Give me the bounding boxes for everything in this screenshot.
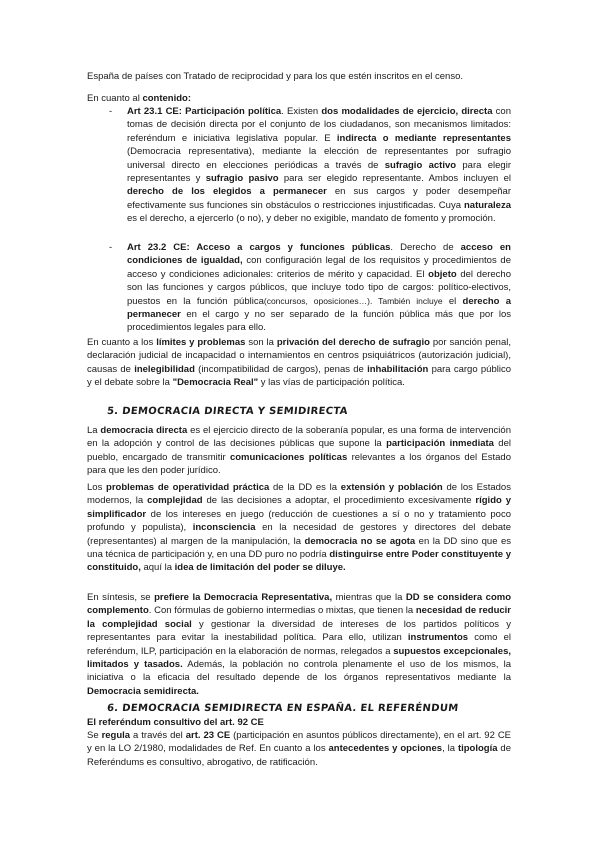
bullet-dash: - (109, 242, 113, 253)
list-item-art-23-1: Art 23.1 CE: Participación política. Existen dos modalidades de ejercicio, directa con tomas de decisión directa por el conjunto de los ciudadanos, son mecanismos limitados: referéndum e iniciativa legislativa popular. E indirecta o mediante representantes (Democracia representativa), mediante la elección de representantes por sufragio universal directo en elecciones periódicas a través de sufragio activo para elegir representantes y sufragio pasivo para ser elegido representante. Ambos incluyen el derecho de los elegidos a permanecer en sus cargos y poder desempeñar efectivamente sus funciones sin obstáculos o restricciones injustificadas. Cuya naturaleza es el derecho, a ejercerlo (o no), y deber no exigible, mandato de fomento y promoción. (127, 106, 511, 225)
intro-continuation: España de países con Tratado de reciprocidad y para los que estén inscritos en el censo. (87, 71, 464, 82)
section-heading-6: 6. DEMOCRACIA SEMIDIRECTA EN ESPAÑA. EL REFERÉNDUM (106, 703, 459, 714)
content-intro: En cuanto al contenido: (87, 93, 192, 104)
referendum-paragraph: Se regula a través del art. 23 CE (participación en asuntos públicos directamente), en el art. 92 CE y en la LO 2/1980, modalidades de Ref. En cuanto a los antecedentes y opciones, la tipología de Referéndums es consultivo, abrogativo, de ratificación. (87, 730, 512, 768)
section-heading-5: 5. DEMOCRACIA DIRECTA Y SEMIDIRECTA (106, 406, 349, 417)
list-item-art-23-2: Art 23.2 CE: Acceso a cargos y funciones públicas. Derecho de acceso en condiciones de igualdad, con configuración legal de los requisitos y procedimientos de acceso y condiciones adicionales: criterios de mérito y capacidad. El objeto del derecho son las funciones y cargos públicos, que incluye todo tipo de cargos: político-electivos, puestos en la función pública(concursos, oposiciones…). También incluye el derecho a permanecer en el cargo y no ser separado de la función pública más que por los procedimientos legales para ello. (127, 242, 512, 334)
direct-democracy-definition: La democracia directa es el ejercicio directo de la soberanía popular, es una forma de intervención en la adopción y control de las decisiones públicas que supone la participación inmediata del pueblo, encargado de transmitir comunicaciones políticas relevantes a los órganos del Estado para que les den poder jurídico. (87, 425, 511, 477)
limits-paragraph: En cuanto a los límites y problemas son la privación del derecho de sufragio por sanción penal, declaración judicial de incapacidad o internamientos en centros psiquiátricos (autorización judicial), causas de inelegibilidad (incompatibilidad de cargos), penas de inhabilitación para cargo público y el debate sobre la "Democracia Real" y las vías de participación política. (87, 337, 511, 389)
bullet-dash: - (109, 106, 113, 117)
problems-paragraph: Los problemas de operatividad práctica de la DD es la extensión y población de los Estados modernos, la complejidad de las decisiones a adoptar, el procedimiento excesivamente rígido y simplificador de los intereses en juego (reducción de cuestiones a sí o no y tratamiento poco profundo y populista), inconsciencia en la necesidad de gestores y directores del debate (representantes) al margen de la manipulación, la democracia no se agota en la DD sino que es una técnica de participación y, en una DD puro no podría distinguirse entre Poder constituyente y constituido, aquí la idea de limitación del poder se diluye. (87, 482, 512, 574)
summary-paragraph: En síntesis, se prefiere la Democracia Representativa, mientras que la DD se considera como complemento. Con fórmulas de gobierno intermedias o mixtas, que tienen la necesidad de reducir la complejidad social y gestionar la diversidad de intereses de los partidos políticos y representantes para evitar la inestabilidad política. Para ello, utilizan instrumentos como el referéndum, ILP, participación en la elaboración de normas, relegados a supuestos excepcionales, limitados y tasados. Además, la población no controla plenamente el uso de los mismos, la iniciativa o la eficacia del resultado depende de los órganos representativos mediante la Democracia semidirecta. (87, 592, 512, 697)
subheading-referendum: El referéndum consultivo del art. 92 CE (87, 717, 264, 728)
